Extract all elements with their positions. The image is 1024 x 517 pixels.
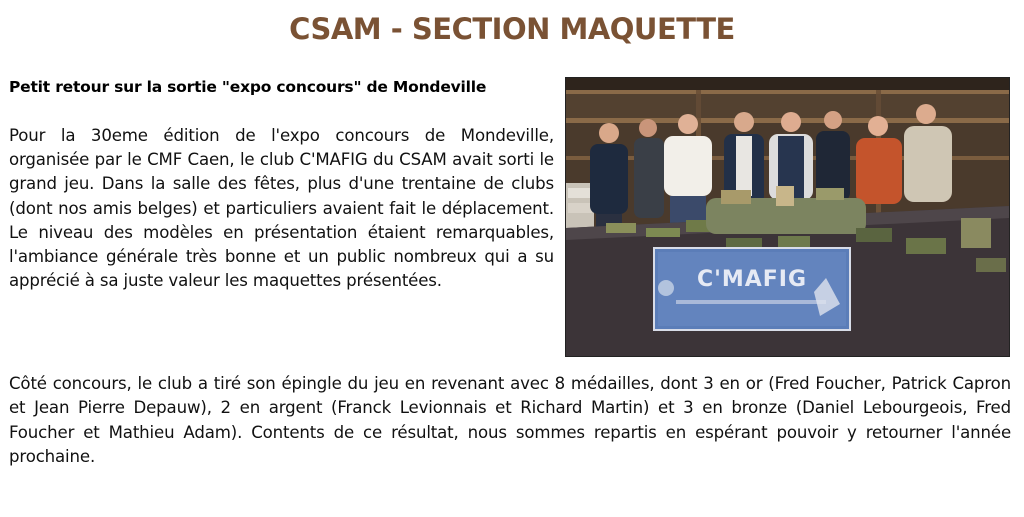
- article-paragraph-2: Côté concours, le club a tiré son épingle du jeu en revenant avec 8 médailles, dont 3 en or (Fred Foucher, Patrick Capron et Jean Pierre Depauw), 2 en argent (Franck Levionnais et Richard Martin) et 3 en bronze (Daniel Lebourgeois, Fred Foucher et Mathieu Adam). Contents de ce résultat, nous sommes repartis en espérant pouvoir y retourner l'année prochaine.: [9, 374, 1011, 467]
- article-paragraph-1: Pour la 30eme édition de l'expo concours de Mondeville, organisée par le CMF Caen, le club C'MAFIG du CSAM avait sorti le grand jeu. Dans la salle des fêtes, plus d'une trentaine de clubs (dont nos amis belges) et particuliers avaient fait le déplacement. Le niveau des modèles en présentation étaient remarquables, l'ambiance générale très bonne et un public nombreux qui a su apprécié à sa juste valeur les maquettes présentées.: [9, 126, 554, 291]
- club-banner: [654, 248, 850, 330]
- club-group-photo: [565, 77, 1010, 357]
- article-subtitle: Petit retour sur la sortie "expo concours" de Mondeville: [9, 78, 487, 96]
- banner-text: C'MAFIG: [696, 267, 808, 292]
- page-title: CSAM - SECTION MAQUETTE: [289, 12, 735, 46]
